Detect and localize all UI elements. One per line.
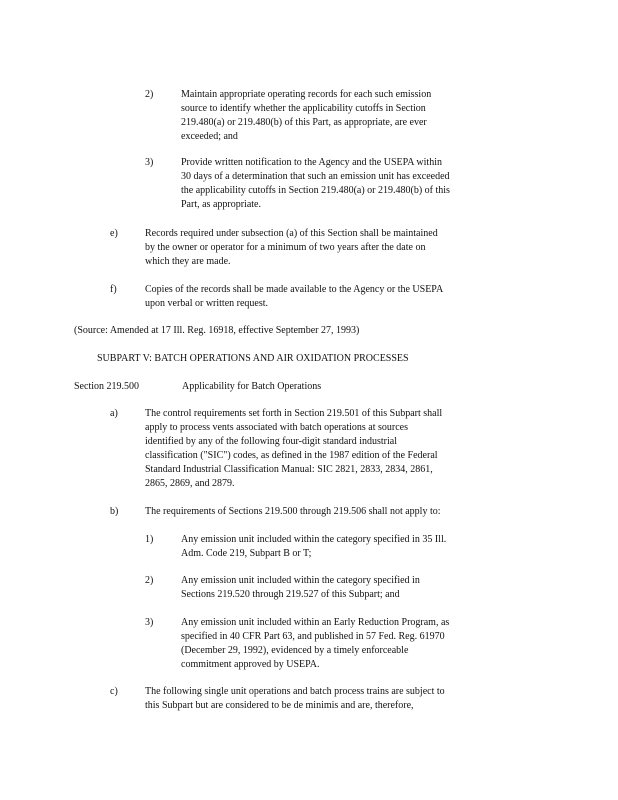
text-line: Any emission unit included within the category specified in 35 Ill. (181, 534, 447, 545)
subpart-heading: SUBPART V: BATCH OPERATIONS AND AIR OXIDATION PROCESSES (97, 353, 409, 364)
text-line: the applicability cutoffs in Section 219.480(a) or 219.480(b) of this (181, 185, 450, 196)
item-label: 2) (145, 575, 154, 586)
text-line: Adm. Code 219, Subpart B or T; (181, 548, 312, 559)
text-line: apply to process vents associated with batch operations at sources (145, 422, 408, 433)
text-line: (December 29, 1992), evidenced by a timely enforceable (181, 645, 409, 656)
text-line: Part, as appropriate. (181, 199, 261, 210)
source-note: (Source: Amended at 17 Ill. Reg. 16918, effective September 27, 1993) (74, 325, 360, 336)
item-label: c) (110, 686, 118, 697)
item-text (145, 505, 505, 519)
text-line: which they are made. (145, 256, 231, 267)
text-line: Maintain appropriate operating records for each such emission (181, 89, 432, 100)
text-line: Records required under subsection (a) of this Section shall be maintained (145, 228, 438, 239)
text-line: exceeded; and (181, 131, 238, 142)
text-line: Copies of the records shall be made available to the Agency or the USEPA (145, 284, 444, 295)
text-line: 2865, 2869, and 2879. (145, 478, 235, 489)
item-label: 3) (145, 617, 154, 628)
text-line: The requirements of Sections 219.500 through 219.506 shall not apply to: (145, 506, 441, 517)
text-line: The following single unit operations and batch process trains are subject to (145, 686, 445, 697)
item-text (145, 685, 505, 713)
text-line: Standard Industrial Classification Manual: SIC 2821, 2833, 2834, 2861, (145, 464, 433, 475)
item-text (145, 283, 505, 311)
item-text (145, 407, 505, 491)
item-text (181, 156, 506, 212)
item-text (181, 533, 506, 561)
text-line: 219.480(a) or 219.480(b) of this Part, as appropriate, are ever (181, 117, 427, 128)
text-line: commitment approved by USEPA. (181, 659, 320, 670)
text-line: source to identify whether the applicability cutoffs in Section (181, 103, 426, 114)
item-text (181, 616, 506, 672)
text-line: The control requirements set forth in Section 219.501 of this Subpart shall (145, 408, 443, 419)
text-line: identified by any of the following four-digit standard industrial (145, 436, 397, 447)
text-line: 30 days of a determination that such an emission unit has exceeded (181, 171, 450, 182)
item-label: 2) (145, 89, 154, 100)
item-label: b) (110, 506, 119, 517)
section-number: Section 219.500 (74, 381, 139, 392)
text-line: Provide written notification to the Agency and the USEPA within (181, 157, 442, 168)
text-line: Sections 219.520 through 219.527 of this Subpart; and (181, 589, 400, 600)
item-label: a) (110, 408, 118, 419)
text-line: by the owner or operator for a minimum of two years after the date on (145, 242, 426, 253)
text-line: Any emission unit included within an Early Reduction Program, as (181, 617, 450, 628)
item-text (181, 88, 481, 144)
text-line: upon verbal or written request. (145, 298, 269, 309)
section-title: Applicability for Batch Operations (182, 381, 322, 392)
text-line: classification ("SIC") codes, as defined in the 1987 edition of the Federal (145, 450, 438, 461)
item-label: 3) (145, 157, 154, 168)
text-line: specified in 40 CFR Part 63, and published in 57 Fed. Reg. 61970 (181, 631, 445, 642)
text-line: Any emission unit included within the category specified in (181, 575, 420, 586)
item-text (145, 227, 505, 269)
item-label: 1) (145, 534, 154, 545)
item-label: f) (110, 284, 117, 295)
item-text (181, 574, 506, 602)
text-line: this Subpart but are considered to be de minimis and are, therefore, (145, 700, 414, 711)
item-label: e) (110, 228, 118, 239)
